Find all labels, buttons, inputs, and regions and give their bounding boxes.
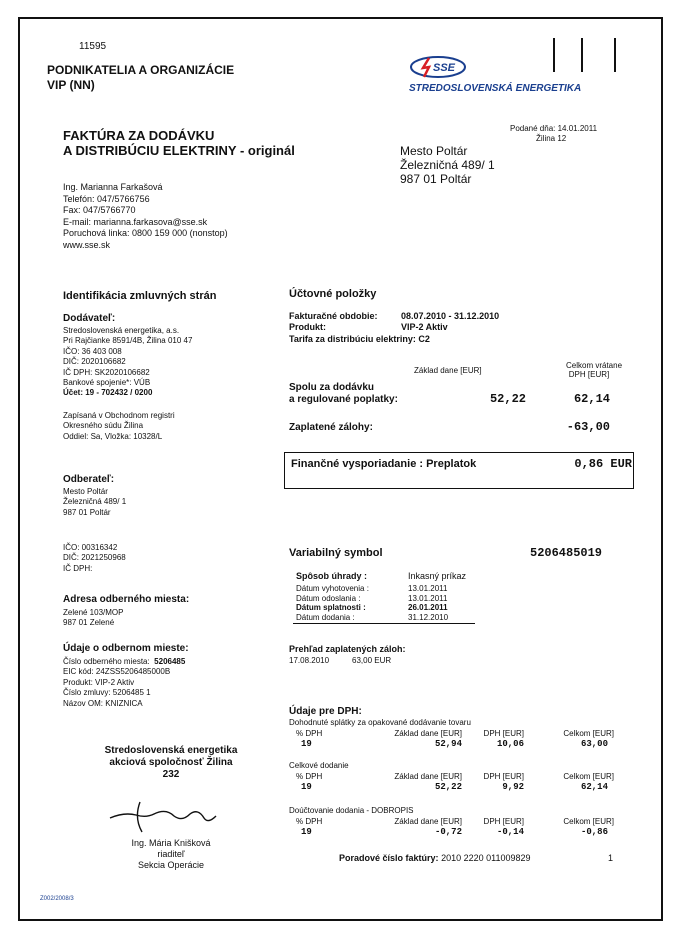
payment-divider <box>293 623 475 624</box>
supplier-line: Stredoslovenská energetika, a.s. <box>63 326 180 335</box>
vat-rate-header: % DPH <box>296 817 323 826</box>
customer-id-line: IČO: 00316342 <box>63 543 118 552</box>
document-number: 11595 <box>79 41 107 52</box>
company-name: STREDOSLOVENSKÁ ENERGETIKA <box>409 83 582 94</box>
vat-amount-header: DPH [EUR] <box>483 817 524 826</box>
vat-rate-header: % DPH <box>296 729 323 738</box>
vat-total: 63,00 <box>580 739 608 749</box>
advances-label: Zaplatené zálohy: <box>289 422 373 433</box>
vat-total-header: Celkom [EUR] <box>563 772 614 781</box>
signer-role: riaditeľ <box>157 849 185 859</box>
vat-base-header: Základ dane [EUR] <box>394 772 462 781</box>
advance-amount: 63,00 EUR <box>352 656 392 665</box>
vat-heading: Údaje pre DPH: <box>289 706 362 717</box>
date-value: 13.01.2011 <box>408 584 448 593</box>
supplier-account: Účet: 19 - 702432 / 0200 <box>63 388 153 398</box>
signature-icon <box>104 798 224 839</box>
product-value: VIP-2 Aktiv <box>401 322 448 332</box>
supply-label <box>289 382 398 406</box>
site-line: 987 01 Zelené <box>63 618 115 628</box>
customer-id-line: DIČ: 2021250968 <box>63 553 126 563</box>
parties-section-title: Identifikácia zmluvných strán <box>63 290 217 302</box>
period-label: Fakturačné obdobie: <box>289 311 378 321</box>
vat-rate: 19 <box>301 739 312 749</box>
contact-fax: Fax: 047/5766770 <box>63 205 136 215</box>
vat-group-title: Dohodnuté splátky za opakované dodávanie tovaru <box>289 718 471 727</box>
date-label: Dátum splatnosti : <box>296 603 366 613</box>
supplier-register <box>63 411 175 442</box>
stamp-line: akciová spoločnosť Žilina <box>109 757 233 768</box>
period-value: 08.07.2010 - 31.12.2010 <box>401 311 500 321</box>
vat-group-title: Celkové dodanie <box>289 761 349 770</box>
supply-label-line: a regulované poplatky: <box>289 394 398 405</box>
payment-dates-labels <box>296 584 369 622</box>
vat-amount-header: DPH [EUR] <box>483 729 524 738</box>
contact-web: www.sse.sk <box>63 239 111 250</box>
signer-dept: Sekcia Operácie <box>137 860 205 870</box>
vat-base: 52,22 <box>434 782 462 792</box>
settlement-label: Finančné vysporiadanie : Preplatok <box>291 458 477 470</box>
vat-amount-header: DPH [EUR] <box>483 772 524 781</box>
vat-rate: 19 <box>301 827 312 837</box>
vat-total: -0,86 <box>580 827 608 837</box>
page-number: 1 <box>608 853 614 863</box>
payment-method-value: Inkasný príkaz <box>408 571 467 581</box>
register-line: Okresného súdu Žilina <box>63 421 144 431</box>
customer-segment-line2: VIP (NN) <box>47 78 95 92</box>
supplier-line: IČ DPH: SK2020106682 <box>63 367 150 377</box>
recipient-city: 987 01 Poltár <box>400 172 472 186</box>
site-info <box>63 657 185 709</box>
site-address <box>63 608 123 629</box>
recipient-street: Železničná 489/ 1 <box>400 158 495 172</box>
supplier-line: Pri Rajčianke 8591/4B, Žilina 010 47 <box>63 336 193 346</box>
contact-block <box>63 182 228 251</box>
customer-details <box>63 487 126 518</box>
accounting-section-title: Účtovné položky <box>289 288 377 300</box>
supply-total-value: 62,14 <box>573 392 610 406</box>
customer-line: Mesto Poltár <box>63 487 108 496</box>
vat-amount: 9,92 <box>502 782 524 792</box>
total-header-line: DPH [EUR] <box>568 370 610 379</box>
site-info-line: Názov OM: KNIZNICA <box>63 698 143 708</box>
vat-base-header: Základ dane [EUR] <box>394 729 462 738</box>
contact-name: Ing. Marianna Farkašová <box>63 182 163 192</box>
advance-date: 17.08.2010 <box>289 656 330 665</box>
register-line: Oddiel: Sa, Vložka: 10328/L <box>63 431 163 441</box>
vat-base: 52,94 <box>434 739 462 749</box>
sse-logo-icon <box>409 55 467 84</box>
vat-amount: 10,06 <box>496 739 524 749</box>
site-line: Zelené 103/MOP <box>63 608 124 617</box>
supply-label-line: Spolu za dodávku <box>289 382 375 393</box>
supplier-line: IČO: 36 403 008 <box>63 346 122 356</box>
signer-name: Ing. Mária Knišková <box>131 838 211 848</box>
vat-total: 62,14 <box>580 782 608 792</box>
site-info-heading: Údaje o odbernom mieste: <box>63 643 189 654</box>
date-value: 26.01.2011 <box>408 603 448 613</box>
register-line: Zapísaná v Obchodnom registri <box>63 411 175 420</box>
invoice-title-line1: FAKTÚRA ZA DODÁVKU <box>63 128 215 143</box>
site-info-line: Produkt: VIP-2 Aktiv <box>63 677 135 687</box>
site-number-value: 5206485 <box>154 657 186 666</box>
customer-segment-line1: PODNIKATELIA A ORGANIZÁCIE <box>47 63 235 77</box>
payment-method-label: Spôsob úhrady : <box>296 571 368 581</box>
invoice-number <box>339 853 531 863</box>
customer-id-line: IČ DPH: <box>63 563 93 573</box>
vat-total-header: Celkom [EUR] <box>563 817 614 826</box>
vat-group-title: Doúčtovanie dodania - DOBROPIS <box>289 806 414 815</box>
payment-dates-values <box>408 584 448 622</box>
contact-email: E-mail: marianna.farkasova@sse.sk <box>63 216 208 227</box>
site-info-line: EIC kód: 24ZSS5206485000B <box>63 667 171 677</box>
invoice-number-label: Poradové číslo faktúry: <box>339 853 439 863</box>
invoice-number-value: 2010 2220 011009829 <box>441 853 531 863</box>
supply-base-value: 52,22 <box>489 392 526 406</box>
tariff: Tarifa za distribúciu elektriny: C2 <box>289 334 430 344</box>
company-stamp <box>96 745 246 781</box>
barcode-mark <box>553 38 555 72</box>
supplier-details <box>63 326 192 399</box>
customer-ids <box>63 543 126 574</box>
variable-symbol-value: 5206485019 <box>530 546 603 560</box>
customer-heading: Odberateľ: <box>63 474 115 485</box>
total-header-line: Celkom vrátane <box>566 361 623 370</box>
date-label: Dátum odoslania : <box>296 593 361 603</box>
stamp-line: Stredoslovenská energetika <box>104 745 238 756</box>
vat-rate-header: % DPH <box>296 772 323 781</box>
customer-line: Železničná 489/ 1 <box>63 497 127 507</box>
invoice-title-line2: A DISTRIBÚCIU ELEKTRINY - originál <box>63 143 295 158</box>
posted-place: Žilina 12 <box>536 134 567 143</box>
site-info-line: Číslo zmluvy: 5206485 1 <box>63 688 151 698</box>
site-number-label: Číslo odberného miesta: <box>63 657 150 666</box>
customer-line: 987 01 Poltár <box>63 507 111 517</box>
posted-date: Podané dňa: 14.01.2011 <box>510 124 598 133</box>
base-column-header: Základ dane [EUR] <box>414 366 482 375</box>
date-value: 13.01.2011 <box>408 593 448 603</box>
form-code: Z002/2008/3 <box>40 896 74 902</box>
contact-hotline: Poruchová linka: 0800 159 000 (nonstop) <box>63 228 228 238</box>
total-column-header <box>566 361 623 379</box>
variable-symbol-label: Variabilný symbol <box>289 547 383 559</box>
advances-overview-heading: Prehľad zaplatených záloh: <box>289 644 406 654</box>
recipient-address <box>400 144 495 186</box>
vat-rate: 19 <box>301 782 312 792</box>
supplier-line: DIČ: 2020106682 <box>63 357 126 367</box>
advances-value: -63,00 <box>566 420 610 434</box>
barcode-mark <box>581 38 583 72</box>
product-label: Produkt: <box>289 322 326 332</box>
vat-amount: -0,14 <box>496 827 524 837</box>
supplier-heading: Dodávateľ: <box>63 313 116 324</box>
supplier-line: Bankové spojenie*: VÚB <box>63 378 151 388</box>
settlement-value: 0,86 EUR <box>574 457 632 471</box>
stamp-line: 232 <box>162 769 180 780</box>
vat-total-header: Celkom [EUR] <box>563 729 614 738</box>
date-value: 31.12.2010 <box>408 612 449 622</box>
recipient-name: Mesto Poltár <box>400 144 468 158</box>
signer-block <box>96 838 246 871</box>
date-label: Dátum dodania : <box>296 612 355 622</box>
site-address-heading: Adresa odberného miesta: <box>63 594 190 605</box>
vat-base-header: Základ dane [EUR] <box>394 817 462 826</box>
vat-base: -0,72 <box>434 827 462 837</box>
barcode-mark <box>614 38 616 72</box>
svg-text:SSE: SSE <box>433 62 456 74</box>
date-label: Dátum vyhotovenia : <box>296 584 369 593</box>
contact-phone: Telefón: 047/5766756 <box>63 193 150 204</box>
